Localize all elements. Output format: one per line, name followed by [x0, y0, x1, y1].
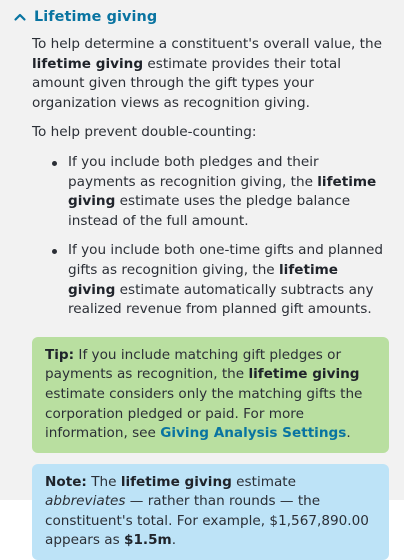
note-bold-term: lifetime giving	[120, 473, 232, 490]
bullet-text-1: If you include both pledges and their payments as recognition giving, the	[68, 153, 319, 190]
intro-text-2: estimate provides their total amount given through the gift types your organization views as recognition giving.	[32, 55, 342, 111]
note-bold-amount: $1.5m	[124, 532, 172, 549]
note-text-2: estimate	[231, 473, 296, 490]
intro-bold-term: lifetime giving	[32, 55, 144, 72]
note-text-1: The	[86, 473, 121, 490]
bullet-bold-term: lifetime giving	[68, 261, 338, 298]
double-counting-lead: To help prevent double-counting:	[32, 124, 257, 141]
note-italic-term: abbreviates	[45, 493, 126, 510]
note-text-4: .	[171, 532, 177, 549]
list-item	[50, 153, 386, 231]
bullet-text-2: estimate uses the pledge balance instead of the full amount.	[68, 193, 351, 229]
note-label: Note:	[45, 473, 87, 490]
section-header-toggle[interactable]	[0, 0, 404, 34]
tip-bold-term: lifetime giving	[248, 366, 360, 383]
chevron-up-icon[interactable]	[13, 10, 27, 24]
double-counting-list	[32, 153, 386, 320]
tip-text-2: estimate considers only the matching gifts the corporation pledged or paid. For more information, see	[45, 385, 363, 442]
tip-callout	[32, 337, 389, 453]
bullet-text-2: estimate automatically subtracts any realized revenue from planned gift amounts.	[68, 281, 374, 318]
section-body	[0, 35, 404, 560]
note-text-3: — rather than rounds — the constituent's total. For example, $1,567,890.00 appears as	[45, 493, 369, 549]
bullet-icon	[52, 249, 57, 254]
bullet-icon	[52, 161, 57, 166]
tip-label: Tip:	[45, 346, 75, 363]
note-callout	[32, 464, 389, 560]
section-title[interactable]: Lifetime giving	[34, 9, 158, 25]
tip-text-3: .	[346, 425, 351, 442]
intro-text-1: To help determine a constituent's overall value, the	[32, 36, 382, 52]
bullet-bold-term: lifetime giving	[68, 173, 377, 210]
tip-text-1: If you include matching gift pledges or payments as recognition, the	[45, 346, 342, 383]
list-item	[50, 241, 386, 319]
bullet-text-1: If you include both one-time gifts and planned gifts as recognition giving, the	[68, 242, 383, 278]
giving-analysis-settings-link[interactable]: Giving Analysis Settings	[160, 425, 347, 442]
intro-paragraph	[32, 35, 386, 113]
